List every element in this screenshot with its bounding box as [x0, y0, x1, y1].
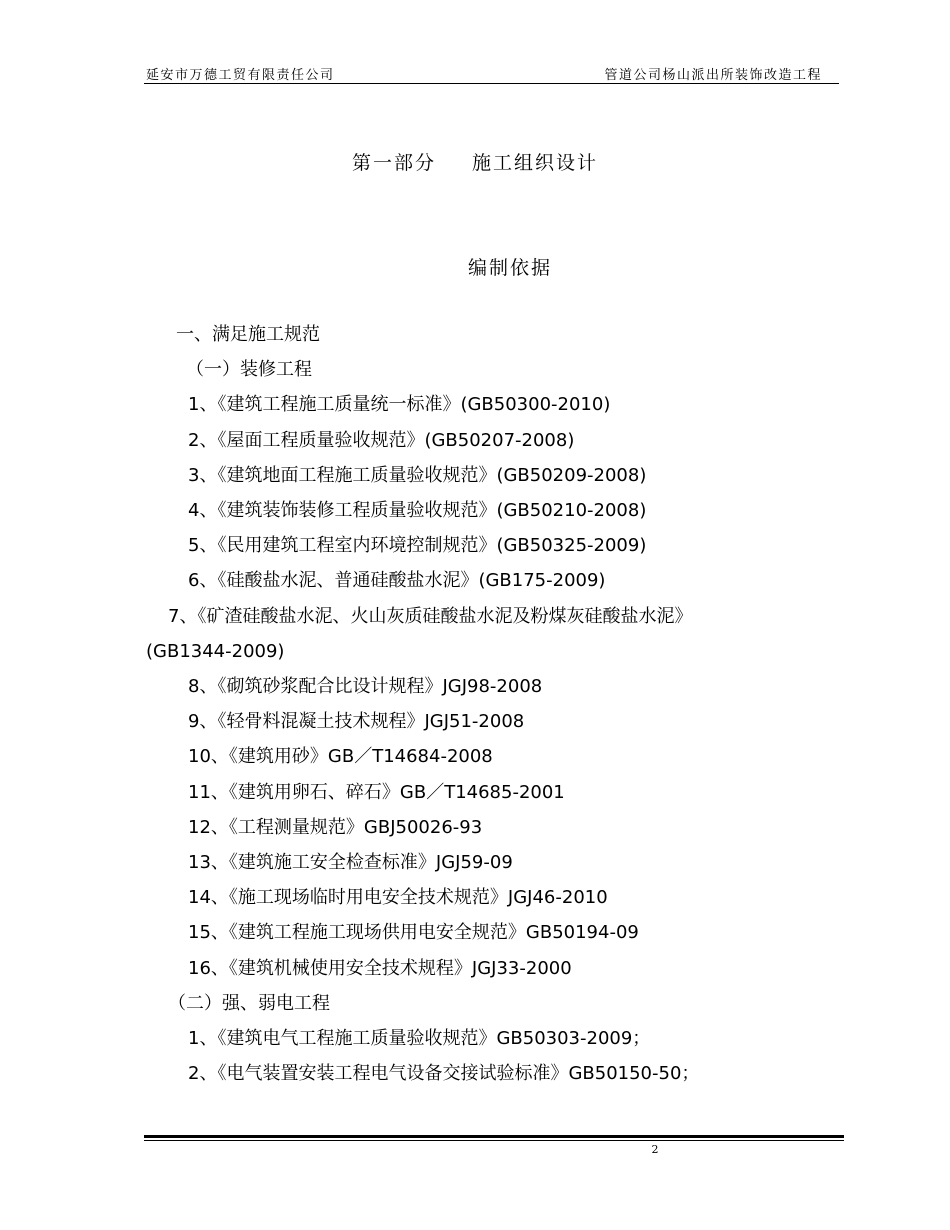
section-heading: 一、满足施工规范 — [176, 324, 320, 345]
header-company: 延安市万德工贸有限责任公司 — [146, 68, 335, 83]
list-item: 3、《建筑地面工程施工质量验收规范》(GB50209-2008) — [188, 464, 647, 486]
list-item: 9、《轻骨料混凝土技术规程》JGJ51-2008 — [188, 711, 525, 733]
list-item: 14、《施工现场临时用电安全技术规范》JGJ46-2010 — [188, 887, 608, 909]
list-item: 16、《建筑机械使用安全技术规程》JGJ33-2000 — [188, 957, 572, 979]
list-item-continuation: (GB1344-2009) — [146, 640, 285, 662]
page-number: 2 — [651, 1143, 659, 1156]
list-item: 8、《砌筑砂浆配合比设计规程》JGJ98-2008 — [188, 676, 543, 698]
list-item: 13、《建筑施工安全检查标准》JGJ59-09 — [188, 852, 513, 874]
list-item: 2、《电气装置安装工程电气设备交接试验标准》GB50150-50； — [188, 1063, 700, 1085]
title-part: 第一部分 — [351, 152, 436, 174]
section-subtitle: 编制依据 — [467, 257, 552, 279]
list-item: 5、《民用建筑工程室内环境控制规范》(GB50325-2009) — [188, 535, 647, 557]
page-title — [0, 148, 950, 175]
header-rule — [144, 83, 839, 84]
list-item: 2、《屋面工程质量验收规范》(GB50207-2008) — [188, 429, 575, 451]
list-item: 15、《建筑工程施工现场供用电安全规范》GB50194-09 — [188, 922, 639, 944]
list-item: 12、《工程测量规范》GBJ50026-93 — [188, 816, 483, 838]
list-item: 6、《硅酸盐水泥、普通硅酸盐水泥》(GB175-2009) — [188, 570, 606, 592]
document-body — [146, 317, 826, 1091]
list-item: 4、《建筑装饰装修工程质量验收规范》(GB50210-2008) — [188, 500, 647, 522]
list-item: 1、《建筑电气工程施工质量验收规范》GB50303-2009； — [188, 1028, 651, 1050]
list-item: 11、《建筑用卵石、碎石》GB／T14685-2001 — [188, 781, 565, 803]
footer-rule-thick — [144, 1135, 844, 1138]
subsection-heading-electrical: （二）强、弱电工程 — [168, 992, 330, 1014]
header-project: 管道公司杨山派出所装饰改造工程 — [604, 68, 822, 83]
subsection-heading-decoration: （一）装修工程 — [186, 359, 312, 381]
title-name: 施工组织设计 — [472, 152, 599, 174]
list-item: 1、《建筑工程施工质量统一标准》(GB50300-2010) — [188, 394, 611, 416]
list-item: 10、《建筑用砂》GB／T14684-2008 — [188, 746, 493, 768]
footer-rule-thin — [144, 1140, 844, 1141]
list-item: 7、《矿渣硅酸盐水泥、火山灰质硅酸盐水泥及粉煤灰硅酸盐水泥》 — [168, 605, 693, 627]
